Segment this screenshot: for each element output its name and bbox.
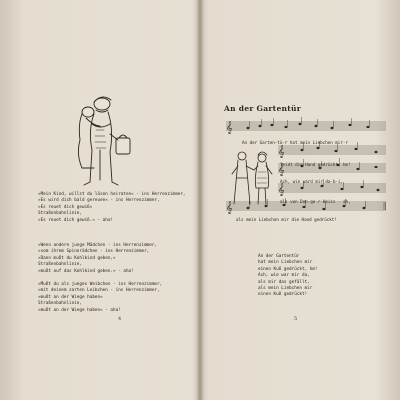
page-number: 4 — [118, 316, 122, 322]
lyric-line-5: als mein Liebchen mir die Hand gedrückt! — [236, 217, 337, 222]
verse-1: »Mein Kind, willst du lösen heiraten« - ins Herrenzimmer, »Es wird dich bald gereuen« - ins Herrenzimmer, »Es reuet dich gewiß« Straßenbahnlinie, »Es reuet dich gewiß.« - aha! — [38, 192, 186, 223]
dancing-couple-illustration — [228, 148, 278, 210]
book-gutter — [196, 0, 204, 400]
left-page — [8, 14, 194, 386]
lyric-line-2: leidt die Hand gedrückt, hm! — [280, 162, 351, 167]
svg-text:𝄞: 𝄞 — [226, 201, 233, 214]
notes-staff-1 — [247, 117, 370, 129]
couple-illustration — [70, 90, 146, 190]
staff-2 — [278, 146, 386, 154]
lyric-line-3: Ach, wie ward mir da-b-i, — [280, 179, 344, 184]
page-number: 5 — [294, 316, 298, 322]
verse-2: »Wenn andere junge Mädchen - ins Herrenzimmer, »vom ihrem Spinnrädchen - ins Herrenzimmer, »Dann mußt du Kohlkind geben,« Straßenbahnlinie, »mußt auf das Kohlkind geben.« - aha! — [38, 243, 157, 274]
verse-3: »Mußt du als junges Weibchen - ins Herrenzimmer, »mit deinem zarten Leibchen - ins Herrenzimmer, »mußt an der Wiege haben« Straßenbahnlinie, »mußt an der Wiege haben« - aha! — [38, 282, 163, 313]
svg-text:𝄞: 𝄞 — [278, 183, 285, 196]
lyric-line-4: als von Don-ge-r-Weiss - ah, — [280, 199, 351, 204]
lyric-line-1: An der Garten-tü-r hat mein Liebchen mir-r — [242, 140, 348, 145]
svg-text:𝄞: 𝄞 — [226, 121, 233, 134]
svg-text:𝄞: 𝄞 — [278, 145, 285, 158]
staff-4 — [278, 184, 386, 192]
right-page — [206, 14, 392, 386]
staff-1 — [226, 122, 386, 130]
song-verse: An der Gartentür hat mein Liebchen mir einen Kuß gedrückt, hm! Ach, wie war mir da, als mir das gefällt, als mein Liebchen mir einen Kuß gedrückt! — [258, 254, 318, 298]
song-title: An der Gartentür — [224, 104, 302, 113]
svg-text:𝄞: 𝄞 — [278, 163, 285, 176]
